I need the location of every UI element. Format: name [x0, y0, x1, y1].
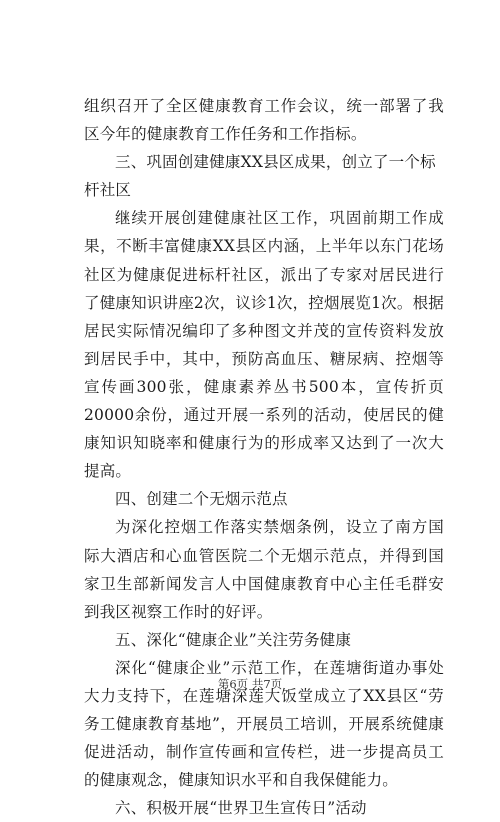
section-heading-4: 四、创建二个无烟示范点 — [115, 490, 288, 509]
page-number-footer: 第6页 共7页 — [217, 677, 283, 691]
section-heading-6: 六、积极开展“世界卫生宣传日”活动 — [115, 799, 367, 818]
paragraph-section-5: 深化“健康企业”示范工作，在莲塘街道办事处大力支持下，在莲塘深莲大饭堂成立了XX县区“劳务工健康教育基地”，开展员工培训，开展系统健康促进活动，制作宣传画和宣传栏，进一步提高员工的健康观念，健康知识水平和自我保健能力。 — [84, 658, 444, 790]
paragraph-section-4: 为深化控烟工作落实禁烟条例，设立了南方国际大酒店和心血管医院二个无烟示范点，并得到国家卫生部新闻发言人中国健康教育中心主任毛群安到我区视察工作时的好评。 — [84, 518, 444, 621]
paragraph-section-3: 继续开展创建健康社区工作，巩固前期工作成果，不断丰富健康XX县区内涵，上半年以东门花场社区为健康促进标杆社区，派出了专家对居民进行了健康知识讲座2次，议诊1次，控烟展览1次。根据居民实际情况编印了多种图文并茂的宣传资料发放到居民手中，其中，预防高血压、糖尿病、控烟等宣传画300张，健康素养丛书500本，宣传折页20000余份，通过开展一系列的活动，使居民的健康知识知晓率和健康行为的形成率又达到了一次大提高。 — [84, 209, 444, 481]
paragraph-intro: 组织召开了全区健康教育工作会议，统一部署了我区今年的健康教育工作任务和工作指标。 — [84, 97, 444, 144]
document-body — [84, 92, 444, 822]
section-heading-5: 五、深化“健康企业”关注劳务健康 — [115, 630, 352, 649]
section-heading-3: 三、巩固创建健康XX县区成果，创立了一个标杆社区 — [84, 153, 436, 200]
